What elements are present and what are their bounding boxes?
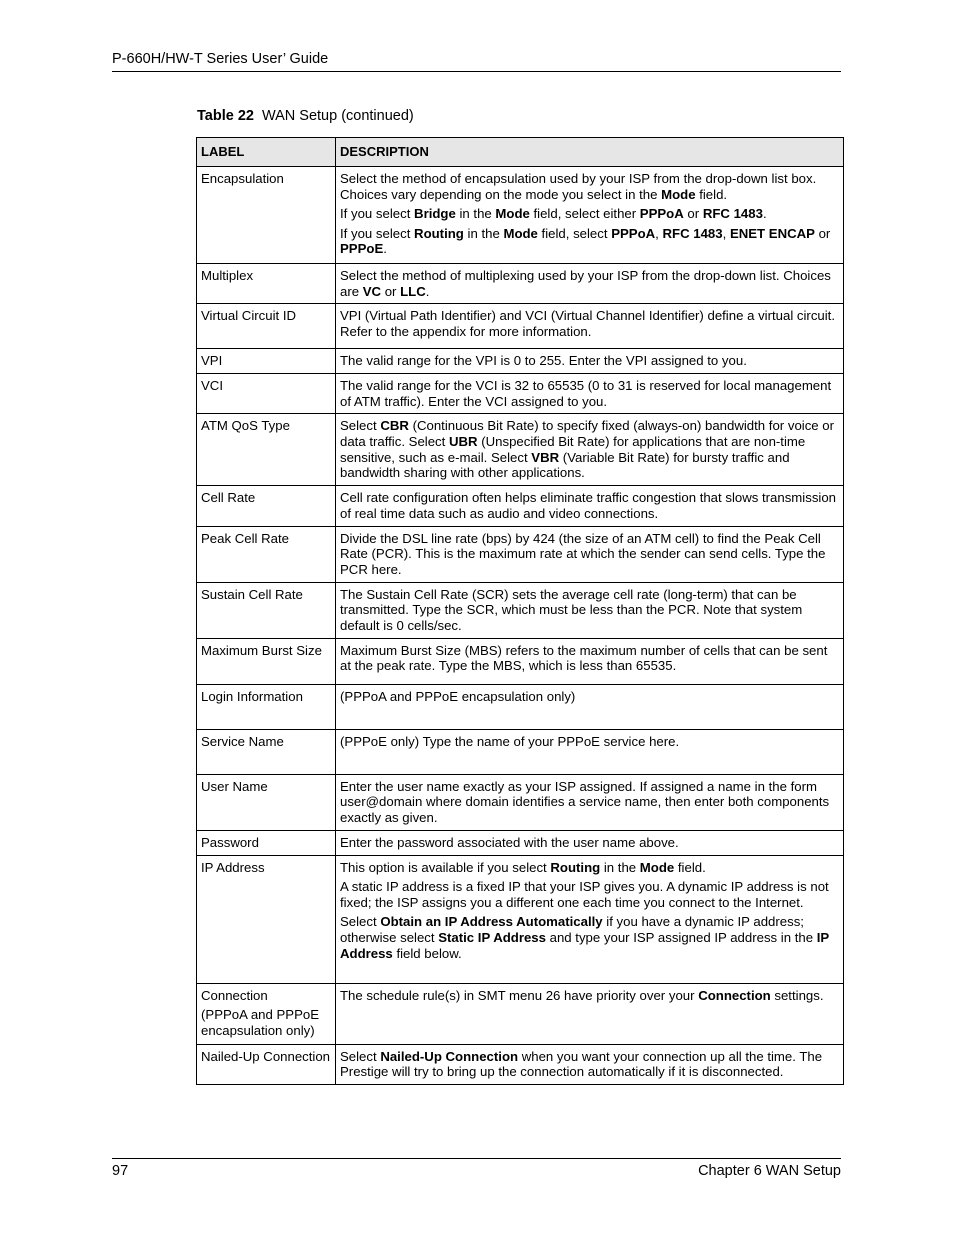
description-paragraph xyxy=(340,988,839,1004)
description-text: . xyxy=(383,241,387,257)
row-description xyxy=(336,304,844,349)
description-text: field. xyxy=(695,186,728,202)
description-text: (Continuous Bit Rate) to specify fixed (always-on) bandwidth for voice or data traffic. Select xyxy=(340,418,835,449)
description-text: Select xyxy=(340,418,381,434)
row-description xyxy=(336,414,844,486)
description-paragraph xyxy=(340,378,839,409)
row-label xyxy=(197,983,336,1044)
description-paragraph xyxy=(340,268,839,299)
description-text: The Sustain Cell Rate (SCR) sets the average cell rate (long-term) that can be transmitted. Type the SCR, which must be less than the PCR. Note that system default is 0 cells/sec. xyxy=(340,586,803,633)
table-row xyxy=(197,684,844,729)
description-text: Maximum Burst Size (MBS) refers to the maximum number of cells that can be sent at the peak rate. Type the MBS, which is less than 65535. xyxy=(340,642,828,674)
description-text: Select xyxy=(340,1048,381,1064)
row-description xyxy=(336,167,844,264)
description-text: (PPPoE only) Type the name of your PPPoE service here. xyxy=(340,733,680,749)
bold-term: VBR xyxy=(531,449,560,465)
table-row xyxy=(197,1044,844,1084)
table-row xyxy=(197,774,844,830)
row-label-text: VPI xyxy=(201,353,223,369)
description-paragraph xyxy=(340,206,839,222)
bold-term: VC xyxy=(362,283,382,299)
row-description xyxy=(336,1044,844,1084)
row-label xyxy=(197,304,336,349)
bold-term: Obtain an IP Address Automatically xyxy=(380,914,603,930)
description-paragraph xyxy=(340,734,839,750)
bold-term: LLC xyxy=(400,283,426,299)
row-description xyxy=(336,486,844,526)
description-paragraph xyxy=(340,835,839,851)
table-row xyxy=(197,374,844,414)
row-description xyxy=(336,855,844,983)
bold-term: PPPoA xyxy=(639,206,684,222)
row-label xyxy=(197,349,336,374)
description-paragraph xyxy=(340,226,839,257)
table-row xyxy=(197,638,844,684)
row-label-text: VCI xyxy=(201,378,223,394)
bold-term: Static IP Address xyxy=(438,929,546,945)
row-label-text: Login Information xyxy=(201,688,303,704)
description-paragraph xyxy=(340,171,839,202)
description-text: The valid range for the VPI is 0 to 255. Enter the VPI assigned to you. xyxy=(340,353,747,369)
row-label-text: Password xyxy=(201,834,259,850)
row-label xyxy=(197,264,336,304)
description-paragraph xyxy=(340,490,839,521)
description-text: Select the method of encapsulation used by your ISP from the drop-down list box. Choices vary depending on the mode you select in the xyxy=(340,171,817,202)
table-row xyxy=(197,167,844,264)
row-description xyxy=(336,264,844,304)
bold-term: Routing xyxy=(414,225,464,241)
row-description xyxy=(336,774,844,830)
row-label xyxy=(197,1044,336,1084)
row-label-text: Nailed-Up Connection xyxy=(201,1048,331,1064)
table-caption xyxy=(197,108,414,124)
description-paragraph xyxy=(340,418,839,480)
description-text: The valid range for the VCI is 32 to 65535 (0 to 31 is reserved for local management of ATM traffic). Enter the VCI assigned to you. xyxy=(340,378,832,409)
table-row xyxy=(197,264,844,304)
table-row xyxy=(197,304,844,349)
row-description xyxy=(336,374,844,414)
description-paragraph xyxy=(340,587,839,634)
table-number: Table 22 xyxy=(197,108,254,124)
description-text: field. xyxy=(674,859,706,875)
running-header xyxy=(112,51,841,72)
row-label-text: IP Address xyxy=(201,859,265,875)
description-paragraph xyxy=(340,879,839,910)
description-text: settings. xyxy=(770,987,824,1003)
description-text: VPI (Virtual Path Identifier) and VCI (Virtual Channel Identifier) define a virtual circuit. Refer to the appendix for more information. xyxy=(340,308,836,339)
row-label xyxy=(197,855,336,983)
description-text: in the xyxy=(600,859,640,875)
description-paragraph xyxy=(340,1049,839,1080)
description-text: , xyxy=(655,225,663,241)
description-text: (PPPoA and PPPoE encapsulation only) xyxy=(340,688,576,704)
row-description xyxy=(336,349,844,374)
description-text: if you have a dynamic IP address; otherwise select xyxy=(340,914,804,945)
description-text: Enter the password associated with the user name above. xyxy=(340,834,679,850)
guide-title: P-660H/HW-T Series User’ Guide xyxy=(112,51,329,67)
row-label xyxy=(197,414,336,486)
bold-term: Connection xyxy=(698,987,771,1003)
description-text: Cell rate configuration often helps eliminate traffic congestion that slows transmission of real time data such as audio and video connections. xyxy=(340,490,837,521)
row-label xyxy=(197,486,336,526)
description-text: . xyxy=(762,206,767,222)
bold-term: Routing xyxy=(550,859,601,875)
bold-term: RFC 1483 xyxy=(662,225,723,241)
description-text: This option is available if you select xyxy=(340,859,551,875)
row-label-text: ATM QoS Type xyxy=(201,418,290,434)
bold-term: PPPoA xyxy=(611,225,656,241)
table-body xyxy=(197,167,844,1085)
bold-term: Mode xyxy=(503,225,538,241)
description-paragraph xyxy=(340,308,839,339)
bold-term: ENET ENCAP xyxy=(729,225,815,241)
bold-term: CBR xyxy=(380,418,409,434)
row-label xyxy=(197,374,336,414)
description-text: Enter the user name exactly as your ISP assigned. If assigned a name in the form user@domain where domain identifies a service name, then enter both components exactly as given. xyxy=(340,778,830,825)
table-row xyxy=(197,582,844,638)
row-description xyxy=(336,983,844,1044)
description-paragraph xyxy=(340,689,839,705)
description-paragraph xyxy=(340,643,839,674)
row-description xyxy=(336,684,844,729)
table-row xyxy=(197,855,844,983)
row-label xyxy=(197,729,336,774)
table-row xyxy=(197,414,844,486)
row-label-text: Encapsulation xyxy=(201,171,284,186)
table-row xyxy=(197,526,844,582)
row-description xyxy=(336,526,844,582)
table-row xyxy=(197,983,844,1044)
description-text: or xyxy=(814,225,831,241)
row-label xyxy=(197,774,336,830)
row-label-text: User Name xyxy=(201,778,268,794)
row-description xyxy=(336,582,844,638)
table-header-row xyxy=(197,138,844,167)
row-label xyxy=(197,582,336,638)
row-label xyxy=(197,526,336,582)
row-label xyxy=(197,684,336,729)
description-text: Divide the DSL line rate (bps) by 424 (the size of an ATM cell) to find the Peak Cell Rate (PCR). This is the maximum rate at which the sender can send cells. Type the PCR here. xyxy=(340,530,826,577)
description-text: field, select xyxy=(537,225,612,241)
row-description xyxy=(336,638,844,684)
description-text: If you select xyxy=(340,225,415,241)
description-text: and type your ISP assigned IP address in the xyxy=(545,929,817,945)
description-text: , xyxy=(722,225,730,241)
row-label xyxy=(197,638,336,684)
description-paragraph xyxy=(340,860,839,876)
bold-term: Mode xyxy=(639,859,675,875)
description-text: field below. xyxy=(392,945,462,961)
description-paragraph xyxy=(340,353,839,369)
chapter-title: Chapter 6 WAN Setup xyxy=(698,1163,841,1179)
description-text: . xyxy=(425,283,430,299)
description-text: Select xyxy=(340,914,381,930)
row-label-text: Sustain Cell Rate xyxy=(201,586,303,602)
row-label-text: Multiplex xyxy=(201,268,254,283)
description-text: A static IP address is a fixed IP that your ISP gives you. A dynamic IP address is not fixed; the ISP assigns you a different one each time you connect to the Internet. xyxy=(340,879,829,910)
running-footer xyxy=(112,1158,841,1179)
table-row xyxy=(197,486,844,526)
description-text: in the xyxy=(463,225,504,241)
row-label-text: Peak Cell Rate xyxy=(201,530,289,546)
table-title: WAN Setup (continued) xyxy=(261,108,414,124)
bold-term: RFC 1483 xyxy=(702,206,763,222)
row-label-text: Maximum Burst Size xyxy=(201,642,322,658)
row-description xyxy=(336,729,844,774)
row-label xyxy=(197,167,336,264)
description-text: when you want your connection up all the time. The Prestige will try to bring up the connection automatically if it is disconnected. xyxy=(340,1048,823,1080)
row-label-text: Virtual Circuit ID xyxy=(201,308,297,324)
label-column-header: LABEL xyxy=(197,138,336,167)
row-label-text: Service Name xyxy=(201,733,284,749)
row-label-text: (PPPoA and PPPoE encapsulation only) xyxy=(201,1007,320,1038)
page-number: 97 xyxy=(112,1163,129,1179)
row-label xyxy=(197,830,336,855)
description-paragraph xyxy=(340,914,839,961)
description-text: (Unspecified Bit Rate) for applications that are non-time sensitive, such as e-mail. Select xyxy=(340,433,806,465)
row-label-text: Cell Rate xyxy=(201,490,256,506)
description-text: or xyxy=(683,206,703,222)
table-row xyxy=(197,830,844,855)
row-description xyxy=(336,830,844,855)
description-column-header: DESCRIPTION xyxy=(336,138,844,167)
wan-setup-table xyxy=(196,137,844,1085)
table-row xyxy=(197,349,844,374)
description-text: in the xyxy=(455,206,496,222)
description-text: (Variable Bit Rate) for bursty traffic and bandwidth sharing with other applications. xyxy=(340,449,790,481)
bold-term: IP Address xyxy=(340,929,829,961)
description-text: field, select either xyxy=(529,206,640,222)
description-text: If you select xyxy=(340,206,415,222)
description-paragraph xyxy=(340,531,839,578)
bold-term: Nailed-Up Connection xyxy=(380,1048,519,1064)
row-label-text: Connection xyxy=(201,987,268,1003)
bold-term: Mode xyxy=(495,206,530,222)
description-paragraph xyxy=(340,779,839,826)
description-text: Select the method of multiplexing used by your ISP from the drop-down list. Choices are xyxy=(340,268,831,299)
bold-term: Mode xyxy=(661,186,696,202)
description-text: or xyxy=(381,283,401,299)
bold-term: UBR xyxy=(448,433,478,449)
table-row xyxy=(197,729,844,774)
bold-term: PPPoE xyxy=(340,241,384,257)
description-text: The schedule rule(s) in SMT menu 26 have priority over your xyxy=(340,987,699,1003)
bold-term: Bridge xyxy=(414,206,456,222)
